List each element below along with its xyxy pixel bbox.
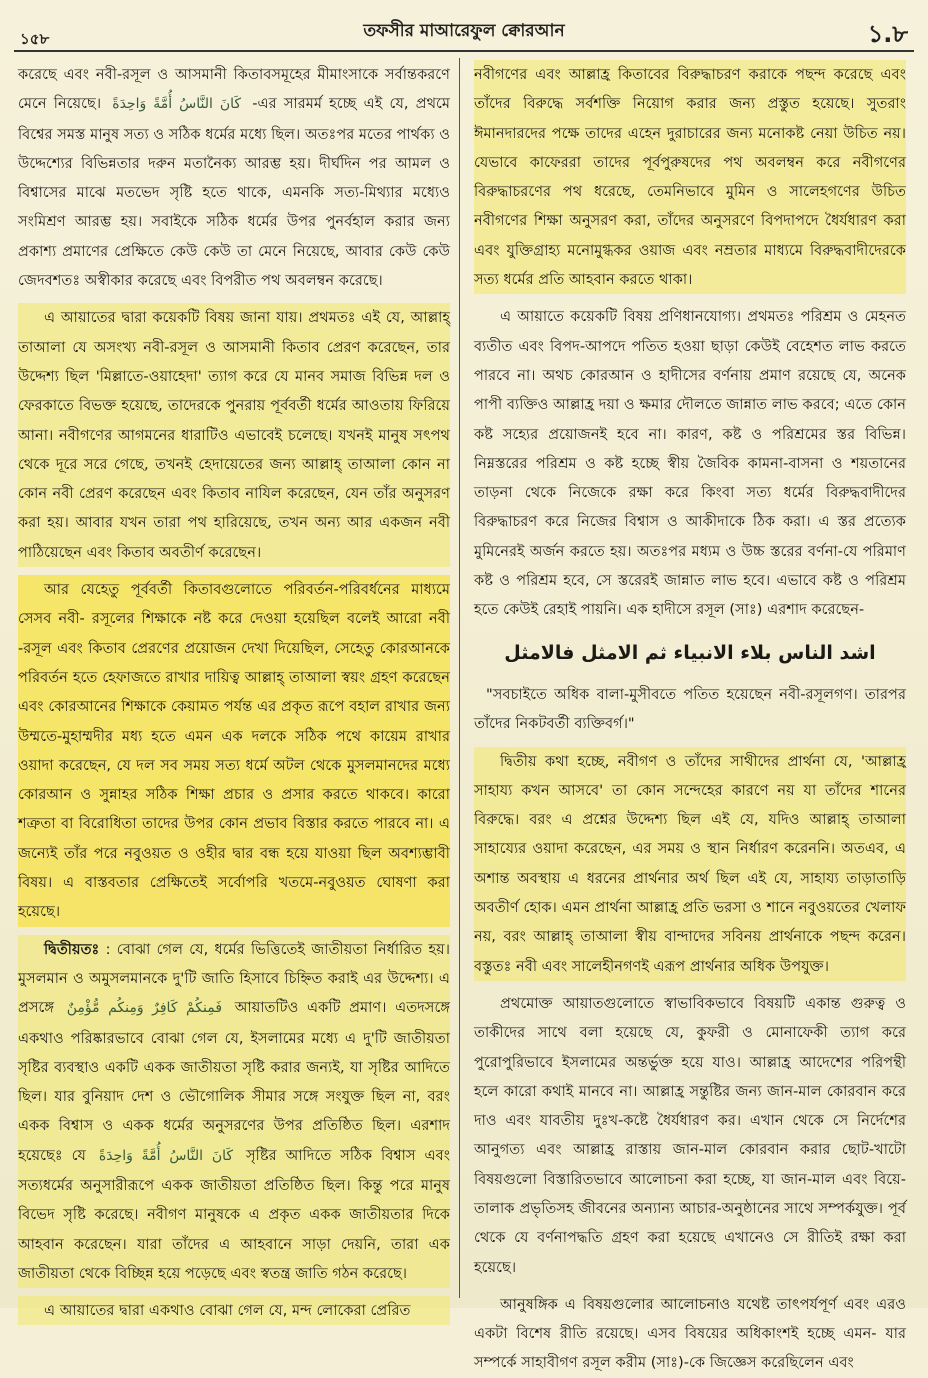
paragraph [474,1290,906,1378]
page-number-left: ১৫৮ [20,30,50,48]
left-column [18,60,451,1320]
paragraph-text: আয়াতটিও একটি প্রমাণ। এতদসঙ্গে একথাও পরিষ্কারভাবে বোঝা গেল যে, ইসলামের মধ্যে এ দু'টি জাতীয়তা সৃষ্টির ব্যবস্থাও একটি একক জাতীয়তা সৃষ্টি করার জন্যই, যা সৃষ্টির আদিতে ছিল। যার বুনিয়াদ দেশ ও ভৌগোলিক সীমার সঙ্গে সংযুক্ত ছিল না, বরং একক বিশ্বাস ও একক ধর্মের অনুসরণের উপর প্রতিষ্ঠিত ছিল। এরশাদ হয়েছেঃ যে [18,999,450,1164]
paragraph-lead: দ্বিতীয়তঃ [44,940,100,958]
paragraph [18,935,450,1289]
column-divider [459,58,460,1298]
arabic-hadith-verse: اشد الناس بلاء الانبياء ثم الامثل فالامثل [504,641,876,664]
arabic-inline-verse: فَمِنكُمْ كَافِرٌ وَمِنكُم مُّؤْمِنٌ [66,1000,223,1017]
paragraph [474,302,906,624]
paragraph-text: এ আয়াতে কয়েকটি বিষয় প্রণিধানযোগ্য। প্রথমতঃ পরিশ্রম ও মেহনত ব্যতীত এবং বিপদ-আপদে পতিত হওয়া ছাড়া কেউই বেহেশত লাভ করতে পারবে না। অথচ কোরআন ও হাদীসের বর্ণনায় প্রমাণ রয়েছে যে, অনেক পাপী ব্যক্তিও আল্লাহ্র দয়া ও ক্ষমার দৌলতে জান্নাত লাভ করবে; এতে কোন কষ্ট সহ্যের প্রয়োজনই হবে না। কারণ, কষ্ট ও পরিশ্রমের স্তর বিভিন্ন। নিম্নস্তরের পরিশ্রম ও কষ্ট হচ্ছে স্বীয় জৈবিক কামনা-বাসনা ও শয়তানের তাড়না থেকে নিজেকে রক্ষা করে কিংবা সত্য ধর্মের বিরুদ্ধবাদীদের বিরুদ্ধাচরণ করে নিজের বিশ্বাস ও আকীদাকে ঠিক করা। এ স্তর প্রত্যেক মুমিনেরই অর্জন করতে হয়। অতঃপর মধ্যম ও উচ্চ স্তরের বর্ণনা-যে পরিমাণ কষ্ট ও পরিশ্রম হবে, সে স্তরেরই জান্নাত লাভ হবে। এভাবে কষ্ট ও পরিশ্রম হতে কেউই রেহাই পায়নি। এক হাদীসে রসূল (সাঃ) এরশাদ করেছেন- [474,308,906,619]
header-rule [14,50,914,52]
page-header [14,14,914,48]
paragraph-text: দ্বিতীয় কথা হচ্ছে, নবীগণ ও তাঁদের সাথীদের প্রার্থনা যে, 'আল্লাহ্র সাহায্য কখন আসবে' তা কোন সন্দেহের কারণে নয় যা তাঁদের শানের বিরুদ্ধে। বরং এ প্রশ্নের উদ্দেশ্য ছিল এই যে, যদিও আল্লাহ্ তাআলা সাহায্যের ওয়াদা করেছেন, এর সময় ও স্থান নির্ধারণ করেননি। অতএব, এ অশান্ত অবস্থায় এ ধরনের প্রার্থনার অর্থ ছিল এই যে, সাহায্য তাড়াতাড়ি অবতীর্ণ হোক। এমন প্রার্থনা আল্লাহ্র প্রতি ভরসা ও শানে নবুওয়তের খেলাফ নয়, বরং আল্লাহ্ তাআলা স্বীয় বান্দাদের সবিনয় প্রার্থনাকে পছন্দ করেন। বস্তুতঃ নবী এবং সালেহীনগণই এরূপ প্রার্থনার অধিক উপযুক্ত। [474,752,906,975]
paragraph-text: করেছে এবং নবী-রসূল ও আসমানী কিতাবসমূহের মীমাংসাকে সর্বান্তকরণে মেনে নিয়েছে। [18,66,450,113]
paragraph [474,989,906,1282]
arabic-inline-verse: كَانَ النَّاسُ أُمَّةً وَاحِدَةً [98,1147,234,1164]
paragraph-text: "সবচাইতে অধিক বালা-মুসীবতে পতিত হয়েছেন নবী-রসূলগণ। তারপর তাঁদের নিকটবর্তী ব্যক্তিবর্গ।" [474,685,906,733]
paragraph-text: আনুষঙ্গিক এ বিষয়গুলোর আলোচনাও যথেষ্ট তাৎপর্যপূর্ণ এবং এরও একটা বিশেষ রীতি রয়েছে। এসব বিষয়ের অধিকাংশই হচ্ছে এমন- যার সম্পর্কে সাহাবীগণ রসূল করীম (সাঃ)-কে জিজ্ঞেস করেছিলেন এবং [474,1295,906,1372]
right-column [474,60,906,1372]
hadith-translation [474,680,906,739]
paragraph [18,303,450,567]
page-number-right: ১.৮ [867,20,908,48]
paragraph-text: এ আয়াতের দ্বারা একথাও বোঝা গেল যে, মন্দ লোকেরা প্রেরিত [44,1302,411,1320]
paragraph-text: -এর সারমর্ম হচ্ছে এই যে, প্রথমে বিশ্বের সমস্ত মানুষ সত্য ও সঠিক ধর্মের মধ্যে ছিল। অতঃপর মতের পার্থক্য ও উদ্দেশ্যের বিভিন্নতার দরুন মতানৈক্য আরম্ভ হয়। দীর্ঘদিন পর আমল ও বিশ্বাসের মাঝে মতভেদ সৃষ্টি হতে থাকে, এমনকি সত্য-মিথ্যার মধ্যেও সংমিশ্রণ আরম্ভ হয়। সবাইকে সঠিক ধর্মের উপর পুনর্বহাল করার জন্য প্রকাশ্য প্রমাণের প্রেক্ষিতে কেউ কেউ তা মেনে নিয়েছে, আবার কেউ কেউ জেদবশতঃ অস্বীকার করেছে এবং বিপরীত পথ অবলম্বন করেছে। [18,95,451,290]
paragraph-text: প্রথমোক্ত আয়াতগুলোতে স্বাভাবিকভাবে বিষয়টি একান্ত গুরুত্ব ও তাকীদের সাথে বলা হয়েছে যে, কুফরী ও মোনাফেকী ত্যাগ করে পুরোপুরিভাবে ইসলামের অন্তর্ভুক্ত হয়ে যাও। আল্লাহ্র আদেশের পরিপন্থী হলে কারো কথাই মানবে না। আল্লাহ্র সন্তুষ্টির জন্য জান-মাল কোরবান করে দাও এবং যাবতীয় দুঃখ-কষ্টে ধৈর্যধারণ কর। এখান থেকে সে নির্দেশের আনুগত্য এবং আল্লাহ্র রাস্তায় জান-মাল কোরবান করার ছোট-খাটো বিষয়গুলো বিস্তারিতভাবে আলোচনা করা হচ্ছে, যা জান-মাল এবং বিয়ে-তালাক প্রভৃতিসহ জীবনের অন্যান্য আচার-অনুষ্ঠানের সাথে সম্পর্কযুক্ত। পূর্ব থেকে যে বর্ণনাপদ্ধতি গ্রহণ করা হয়েছে এখানেও সে রীতিই রক্ষা করা হয়েছে। [474,994,906,1276]
paragraph [18,1296,450,1325]
paragraph-text: আর যেহেতু পূর্ববর্তী কিতাবগুলোতে পরিবর্তন-পরিবর্ধনের মাধ্যমে সেসব নবী- রসূলের শিক্ষাকে নষ্ট করে দেওয়া হয়েছিল বলেই আরো নবী -রসূল এবং কিতাব প্রেরণের প্রয়োজন দেখা দিয়েছিল, সেহেতু কোরআনকে পরিবর্তন হতে হেফাজতে রাখার দায়িত্ব আল্লাহ্ তাআলা স্বয়ং গ্রহণ করেছেন এবং কোরআনের শিক্ষাকে কেয়ামত পর্যন্ত এর প্রকৃত রূপে বহাল রাখার জন্য উম্মতে-মুহাম্মদীর মধ্য হতে এমন এক দলকে সঠিক পথে কায়েম রাখার ওয়াদা করেছেন, যে দল সব সময় সত্য ধর্মে অটল থেকে মুসলমানদের মধ্যে কোরআন ও সুন্নাহর সঠিক শিক্ষা প্রচার ও প্রসার করতে থাকবে। কারো শত্রুতা বা বিরোধিতা তাদের উপর কোন প্রভাব বিস্তার করতে পারবে না। এ জন্যেই তাঁর পরে নবুওয়ত ও ওহীর দ্বার বন্ধ হয়ে যাওয়া ছিল অবশ্যম্ভাবী বিষয়। এ বাস্তবতার প্রেক্ষিতেই সর্বোপরি খতমে-নবুওয়ত ঘোষণা করা হয়েছে। [18,581,450,921]
paragraph-text: নবীগণের এবং আল্লাহ্র কিতাবের বিরুদ্ধাচরণ করাকে পছন্দ করেছে এবং তাঁদের বিরুদ্ধে সর্বশক্তি নিয়োগ করার জন্য প্রস্তুত হয়েছে। সুতরাং ঈমানদারদের পক্ষে তাদের এহেন দুরাচারের জন্য মনোকষ্ট নেয়া উচিত নয়। যেভাবে কাফেররা তাদের পূর্বপুরুষদের পথ অবলম্বন করে নবীগণের বিরুদ্ধাচরণের পথ ধরেছে, তেমনিভাবে মুমিন ও সালেহগণের উচিত নবীগণের শিক্ষা অনুসরণ করা, তাঁদের অনুসরণে বিপদাপদে ধৈর্যধারণ করা এবং যুক্তিগ্রাহ্য মনোমুগ্ধকর ওয়াজ এবং নম্রতার মাধ্যমে বিরুদ্ধবাদীদেরকে সত্য ধর্মের প্রতি আহবান করতে থাকা। [474,66,906,289]
paragraph-text: : বোঝা গেল যে, ধর্মের ভিত্তিতেই জাতীয়তা নির্ধারিত হয়। মুসলমান ও অমুসলমানকে দু'টি জাতি হিসাবে চিহ্নিত করাই এর উদ্দেশ্য। এ প্রসঙ্গে [18,940,450,1017]
paragraph-text: এ আয়াতের দ্বারা কয়েকটি বিষয় জানা যায়। প্রথমতঃ এই যে, আল্লাহ্ তাআলা যে অসংখ্য নবী-রসূল ও আসমানী কিতাব প্রেরণ করেছেন, তার উদ্দেশ্য ছিল 'মিল্লাতে-ওয়াহেদা' ত্যাগ করে যে মানব সমাজ বিভিন্ন দল ও ফেরকাতে বিভক্ত হয়েছে, তাদেরকে পুনরায় পূর্ববর্তী ধর্মের আওতায় ফিরিয়ে আনা। নবীগণের আগমনের ধারাটিও এভাবেই চলেছে। যখনই মানুষ সৎপথ থেকে দূরে সরে গেছে, তখনই হেদায়েতের জন্য আল্লাহ্ তাআলা কোন না কোন নবী প্রেরণ করেছেন এবং কিতাব নাযিল করেছেন, যেন তাঁর অনুসরণ করা হয়। আবার যখন তারা পথ হারিয়েছে, তখন অন্য আর একজন নবী পাঠিয়েছেন এবং কিতাব অবতীর্ণ করেছেন। [18,309,450,561]
paragraph [474,747,906,981]
paragraph [474,60,906,294]
paragraph [18,60,450,295]
paragraph-text: সৃষ্টির আদিতে সঠিক বিশ্বাস এবং সত্যধর্মের অনুসারীরূপে একক জাতীয়তা প্রতিষ্ঠিত ছিল। কিন্তু পরে মানুষ বিভেদ সৃষ্টি করেছে। নবীগণ মানুষকে এ প্রকৃত একক জাতীয়তার দিকে আহবান করেছেন। যারা তাঁদের এ আহবানে সাড়া দেয়নি, তারা এক জাতীয়তা থেকে বিচ্ছিন্ন হয়ে পড়েছে এবং স্বতন্ত্র জাতি গঠন করেছে। [18,1146,450,1282]
paragraph [18,575,450,927]
running-title: তফসীর মাআরেফুল ক্বোরআন [363,21,565,41]
arabic-inline-verse: كَانَ النَّاسُ أُمَّةً وَاحِدَةً [112,96,242,113]
